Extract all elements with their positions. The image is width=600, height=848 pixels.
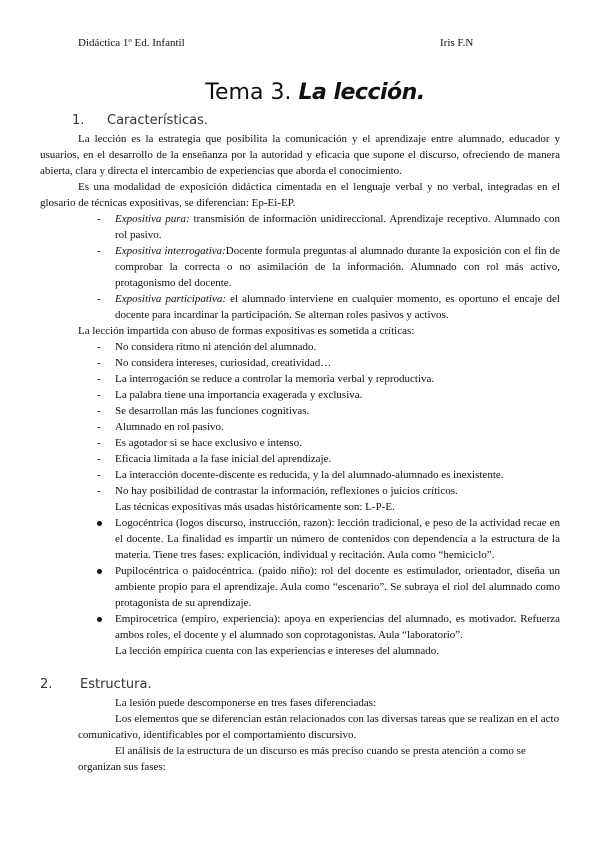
list-item: - No considera intereses, curiosidad, creatividad… [97, 357, 332, 369]
term: Expositiva interrogativa: [115, 245, 226, 257]
list-item: - Eficacia limitada a la fase inicial del aprendizaje. [97, 453, 332, 465]
paragraph: La lesión puede descomponerse en tres fases diferenciadas: [115, 697, 377, 709]
section-2-body [78, 695, 560, 775]
header-author: Iris F.N [440, 37, 474, 49]
definition: Docente formula preguntas al alumnado durante la exposición con el fin de comprobar la correcta o no asimilación de la información. Alumnado con rol más activo, protagonismo del docente. [115, 245, 560, 289]
list-item: - Expositiva participativa: el alumnado interviene en cualquier momento, es oportuno el encaje del docente para incardinar la participación. Se alternan roles pasivos y activos. [97, 293, 560, 321]
header-course: Didáctica 1º Ed. Infantil [78, 37, 185, 49]
term: Expositiva participativa: [115, 293, 226, 305]
section-1-body [40, 131, 560, 659]
criticism-list [40, 339, 560, 499]
title-prefix: Tema 3. [205, 80, 292, 105]
section-number: 1. [72, 113, 85, 128]
paragraph: La lección es la estrategia que posibilita la comunicación y el aprendizaje entre alumnado, educador y usuarios, en el desarrollo de la enseñanza por la autoridad y eficacia que supone el discurso, ofreciendo de manera abierta, clara y directa el intercambio de experiencias que aborda el conocimiento. [40, 133, 560, 177]
list-item: - Expositiva interrogativa:Docente formula preguntas al alumnado durante la exposición con el fin de comprobar la correcta o no asimilación de la información. Alumnado con rol más activo, protagonismo del docente. [97, 245, 560, 289]
term: Expositiva pura: [115, 213, 190, 225]
section-title: Características. [107, 113, 209, 128]
list-item: - Es agotador si se hace exclusivo e intenso. [97, 437, 302, 449]
bullet-icon [97, 617, 102, 622]
section-number: 2. [40, 677, 53, 692]
list-item: - La interacción docente-discente es reducida, y la del alumnado-alumnado es inexistente. [97, 469, 504, 481]
bullet-icon [97, 569, 102, 574]
list-item: Logocéntrica (logos discurso, instrucción, razon): lección tradicional, e peso de la actividad recae en el docente. La finalidad es impartir un número de contenidos con dependencia a la estructura de la materia. Tiene tres fases: explicación, individual y recitación. Aula como “hemiciclo”. [40, 515, 560, 563]
section-heading-1 [72, 113, 372, 128]
closing-text: La lección empírica cuenta con las experiencias e intereses del alumnado. [115, 645, 440, 657]
list-item: - La palabra tiene una importancia exagerada y exclusiva. [97, 389, 363, 401]
paragraph: Es una modalidad de exposición didáctica cimentada en el lenguaje verbal y no verbal, integradas en el glosario de técnicas expositivas, se diferencian: Ep-Ei-EP. [40, 181, 560, 209]
bullet-icon [97, 521, 102, 526]
list-item: - No hay posibilidad de contrastar la información, reflexiones o juicios críticos. [97, 485, 458, 497]
paragraph: Los elementos que se diferencian están relacionados con las diversas tareas que se realizan en el acto comunicativo, identificables por el comportamiento discursivo. [78, 713, 560, 741]
expositive-types-list [40, 211, 560, 323]
page-title [0, 80, 600, 105]
list-item: Empirocetrica (empiro, experiencia): apoya en experiencias del alumnado, es motivador. Refuerza ambos roles, el docente y el alumnado son coprotagonistas. Aula “laboratorio”. [40, 611, 560, 643]
definition: transmisión de información unidireccional. Aprendizaje receptivo. Alumnado con rol pasivo. [115, 213, 560, 241]
title-emphasis: La lección. [298, 80, 425, 105]
techniques-list [40, 515, 560, 643]
criticism-intro: La lección impartida con abuso de formas expositivas es sometida a críticas: [78, 325, 415, 337]
list-item: - No considera ritmo ni atención del alumnado. [97, 341, 317, 353]
section-title: Estructura. [80, 677, 152, 692]
list-item: - Se desarrollan más las funciones cognitivas. [97, 405, 310, 417]
techniques-intro: Las técnicas expositivas más usadas históricamente son: L-P-E. [115, 501, 395, 513]
list-item: - Expositiva pura: transmisión de información unidireccional. Aprendizaje receptivo. Alumnado con rol pasivo. [97, 213, 560, 241]
section-heading-2 [40, 677, 340, 692]
paragraph: El análisis de la estructura de un discurso es más preciso cuando se presta atención a como se organizan sus fases: [78, 745, 526, 773]
definition: el alumnado interviene en cualquier momento, es oportuno el encaje del docente para incardinar la participación. Se alternan roles pasivos y activos. [115, 293, 560, 321]
list-item: Pupilocéntrica o paidocéntrica. (paido niño): rol del docente es estimulador, orientador, diseña un ambiente propio para el aprendizaje. Aula como “escenario”. Se subraya el riol del alumnado como protagonista de su aprendizaje. [40, 563, 560, 611]
list-item: - La interrogación se reduce a controlar la memoria verbal y reproductiva. [97, 373, 435, 385]
list-item: - Alumnado en rol pasivo. [97, 421, 224, 433]
